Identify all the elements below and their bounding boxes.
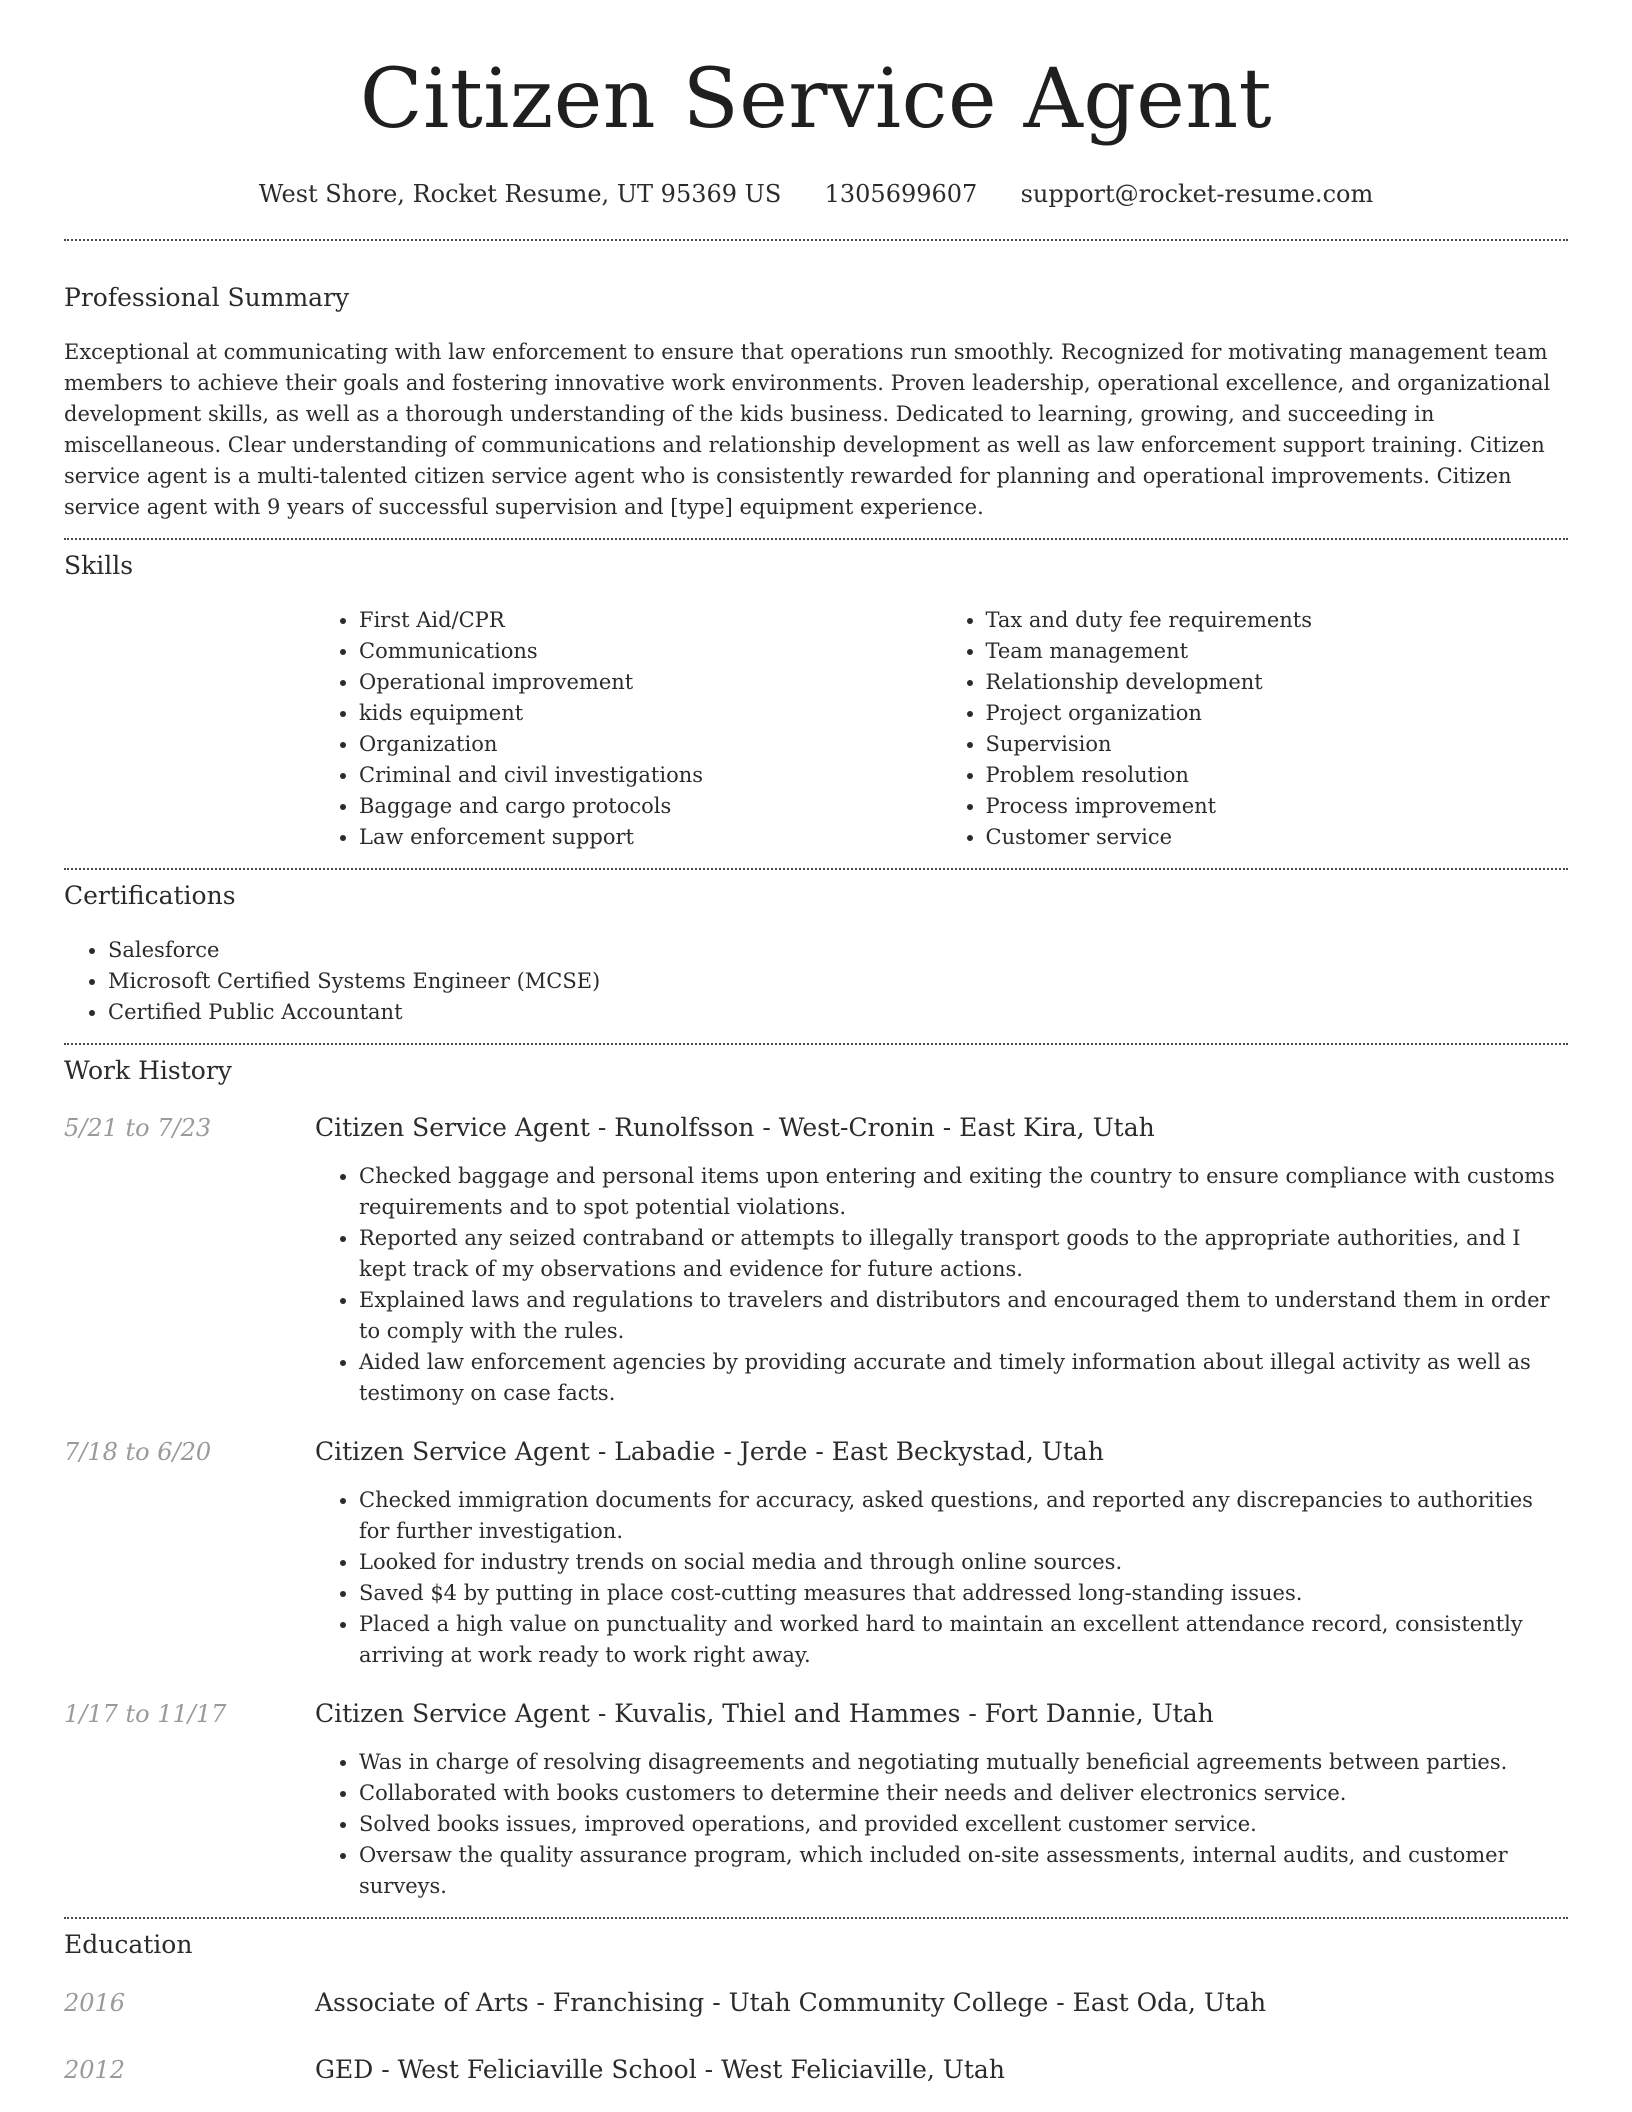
skills-section [64, 550, 1568, 853]
section-title-work-history: Work History [64, 1056, 232, 1085]
job-body [315, 1436, 1568, 1671]
education-date: 2012 [64, 2056, 126, 2084]
job-bullet: • Saved $4 by putting in place cost-cutting measures that addressed long-standing issues. [359, 1578, 1568, 1609]
skill-item: • Relationship development [986, 667, 1569, 698]
job-body [315, 1698, 1568, 1902]
candidate-name: Citizen Service Agent [359, 52, 1273, 147]
education-title: GED - West Feliciaville School - West Feliciaville, Utah [315, 2055, 1005, 2084]
job-entry [64, 1112, 1568, 1409]
job-date: 1/17 to 11/17 [64, 1700, 227, 1728]
job-bullets [315, 1747, 1568, 1902]
job-entry [64, 1698, 1568, 1902]
job-date: 7/18 to 6/20 [64, 1438, 212, 1466]
section-divider [64, 239, 1568, 241]
job-title: Citizen Service Agent - Kuvalis, Thiel and Hammes - Fort Dannie, Utah [315, 1699, 1214, 1728]
job-body [315, 1112, 1568, 1409]
section-title-education: Education [64, 1930, 193, 1959]
certifications-section [64, 880, 1568, 1028]
job-title: Citizen Service Agent - Runolfsson - West-Cronin - East Kira, Utah [315, 1113, 1155, 1142]
work-history-section [64, 1055, 1568, 1902]
section-divider [64, 868, 1568, 870]
skill-item: • Communications [359, 636, 942, 667]
education-entry [64, 2054, 1568, 2086]
job-bullet: • Placed a high value on punctuality and worked hard to maintain an excellent attendance record, consistently arriving at work ready to work right away. [359, 1609, 1568, 1671]
job-bullet: • Collaborated with books customers to determine their needs and deliver electronics service. [359, 1778, 1568, 1809]
job-bullet: • Solved books issues, improved operations, and provided excellent customer service. [359, 1809, 1568, 1840]
contact-email: support@rocket-resume.com [1020, 180, 1374, 208]
skill-item: • First Aid/CPR [359, 605, 942, 636]
job-entry [64, 1436, 1568, 1671]
section-divider [64, 1917, 1568, 1919]
education-entry [64, 1987, 1568, 2019]
contact-address: West Shore, Rocket Resume, UT 95369 US [258, 180, 782, 208]
skills-column-right [942, 605, 1569, 853]
resume-page [64, 0, 1568, 2086]
job-bullets [315, 1161, 1568, 1409]
certification-item: • Salesforce [108, 935, 1568, 966]
contact-phone: 1305699607 [824, 180, 978, 208]
job-bullet: • Looked for industry trends on social media and through online sources. [359, 1547, 1568, 1578]
job-bullet: • Explained laws and regulations to travelers and distributors and encouraged them to understand them in order to comply with the rules. [359, 1285, 1568, 1347]
job-bullet: • Checked baggage and personal items upon entering and exiting the country to ensure compliance with customs requirements and to spot potential violations. [359, 1161, 1568, 1223]
education-date: 2016 [64, 1989, 126, 2017]
job-date: 5/21 to 7/23 [64, 1114, 212, 1142]
skills-list [315, 605, 1568, 853]
section-divider [64, 538, 1568, 540]
education-section [64, 1929, 1568, 2086]
job-bullet: • Was in charge of resolving disagreements and negotiating mutually beneficial agreements between parties. [359, 1747, 1568, 1778]
section-divider [64, 1043, 1568, 1045]
job-bullet: • Aided law enforcement agencies by providing accurate and timely information about illegal activity as well as testimony on case facts. [359, 1347, 1568, 1409]
skill-item: • Team management [986, 636, 1569, 667]
certifications-list [64, 935, 1568, 1028]
certification-item: • Certified Public Accountant [108, 997, 1568, 1028]
contact-line [64, 178, 1568, 210]
section-title-certifications: Certifications [64, 881, 236, 910]
skill-item: • Supervision [986, 729, 1569, 760]
skill-item: • Project organization [986, 698, 1569, 729]
education-title: Associate of Arts - Franchising - Utah Community College - East Oda, Utah [315, 1988, 1267, 2017]
skill-item: • Operational improvement [359, 667, 942, 698]
job-bullets [315, 1485, 1568, 1671]
skill-item: • kids equipment [359, 698, 942, 729]
skill-item: • Law enforcement support [359, 822, 942, 853]
job-bullet: • Oversaw the quality assurance program, which included on-site assessments, internal audits, and customer surveys. [359, 1840, 1568, 1902]
summary-text: Exceptional at communicating with law enforcement to ensure that operations run smoothly. Recognized for motivating management team members to achieve their goals and fostering innovative work environments. Proven leadership, operational excellence, and organizational development skills, as well as a thorough understanding of the kids business. Dedicated to learning, growing, and succeeding in miscellaneous. Clear understanding of communications and relationship development as well as law enforcement support training. Citizen service agent is a multi-talented citizen service agent who is consistently rewarded for planning and operational improvements. Citizen service agent with 9 years of successful supervision and [type] equipment experience. [64, 340, 1551, 519]
skill-item: • Process improvement [986, 791, 1569, 822]
section-title-skills: Skills [64, 551, 134, 580]
summary-section [64, 282, 1568, 523]
skill-item: • Problem resolution [986, 760, 1569, 791]
job-title: Citizen Service Agent - Labadie - Jerde - East Beckystad, Utah [315, 1437, 1104, 1466]
skill-item: • Customer service [986, 822, 1569, 853]
skill-item: • Criminal and civil investigations [359, 760, 942, 791]
section-title-summary: Professional Summary [64, 283, 350, 312]
skill-item: • Organization [359, 729, 942, 760]
skill-item: • Baggage and cargo protocols [359, 791, 942, 822]
skills-column-left [315, 605, 942, 853]
job-bullet: • Reported any seized contraband or attempts to illegally transport goods to the appropriate authorities, and I kept track of my observations and evidence for future actions. [359, 1223, 1568, 1285]
certification-item: • Microsoft Certified Systems Engineer (MCSE) [108, 966, 1568, 997]
resume-header [64, 0, 1568, 210]
job-bullet: • Checked immigration documents for accuracy, asked questions, and reported any discrepancies to authorities for further investigation. [359, 1485, 1568, 1547]
skill-item: • Tax and duty fee requirements [986, 605, 1569, 636]
